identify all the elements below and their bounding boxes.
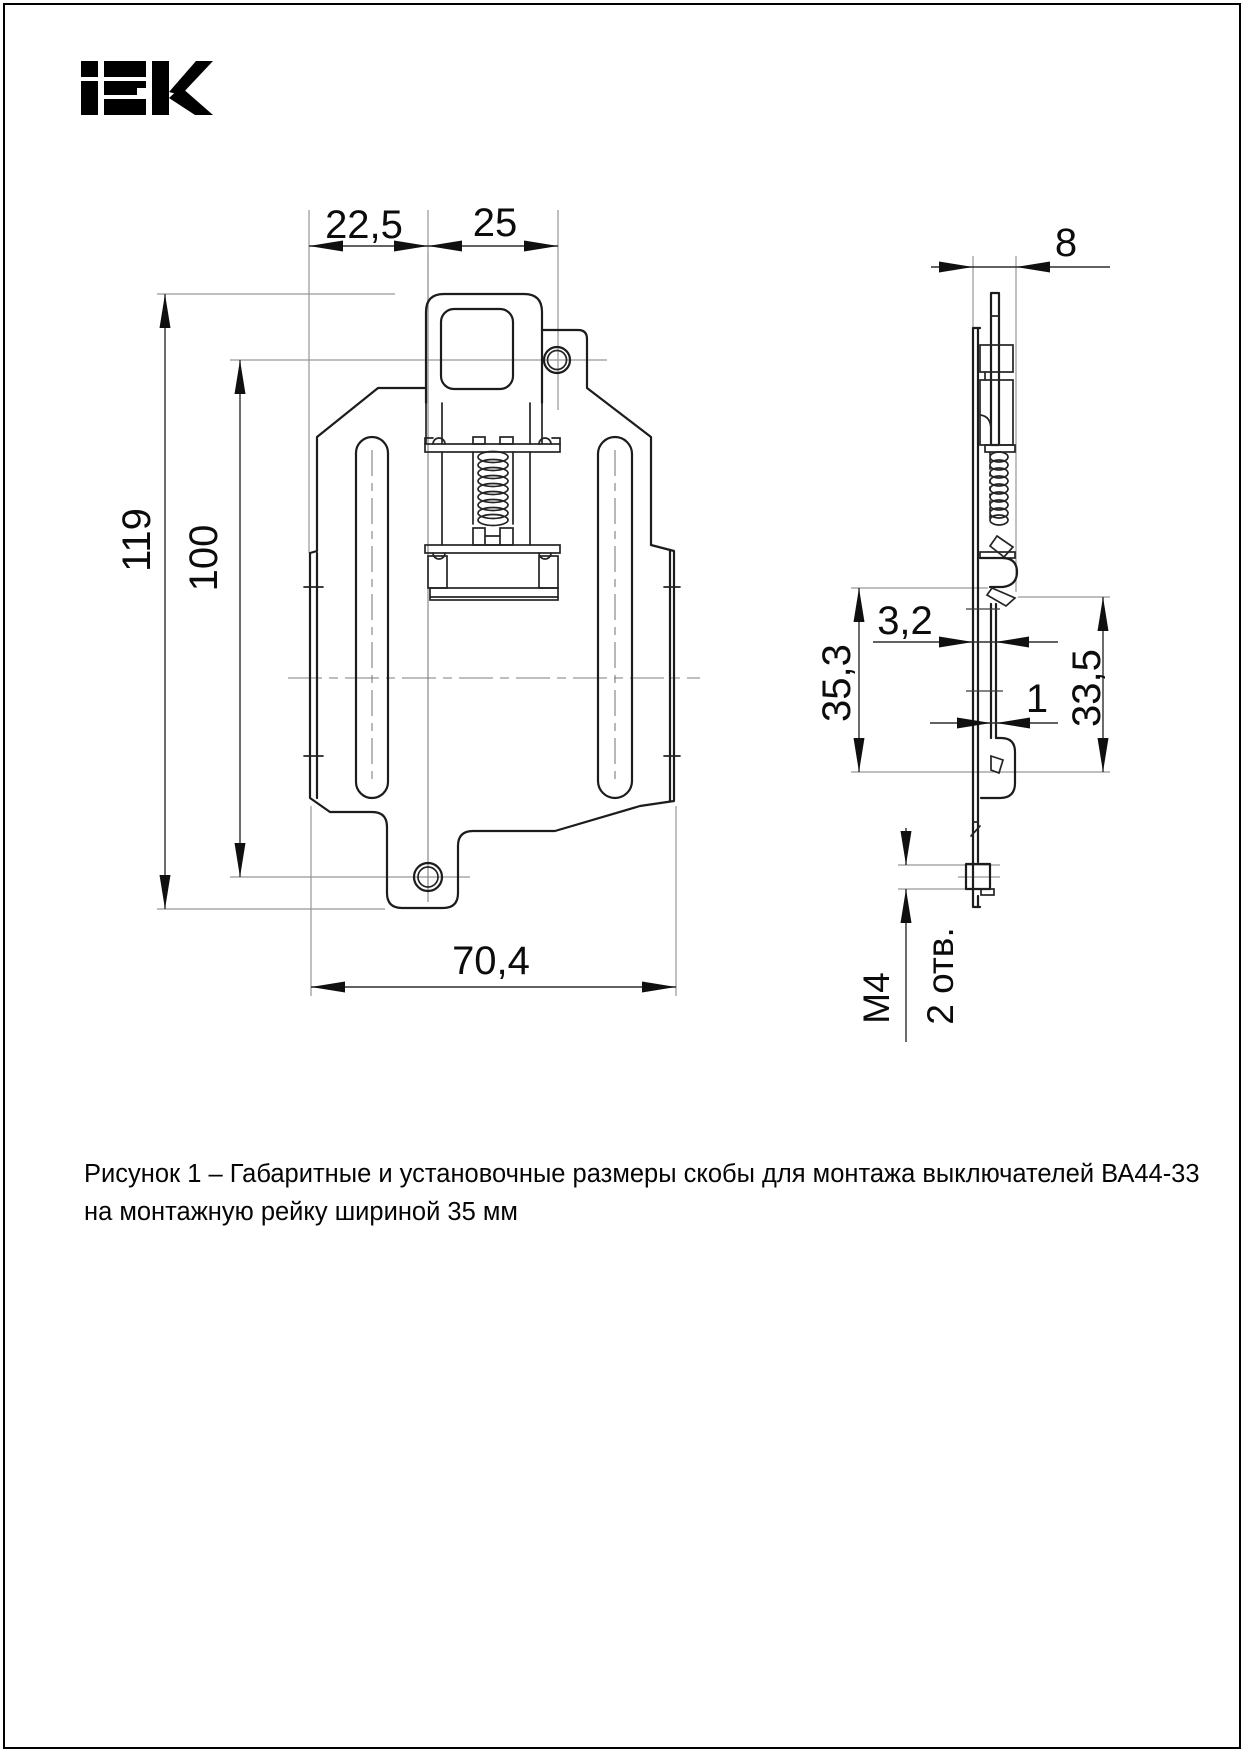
- handle-loop: [426, 294, 542, 403]
- dim-clamp-span-right-label: 33,5: [1065, 649, 1109, 727]
- iek-logo: [81, 61, 213, 115]
- thread-size-label: M4: [855, 972, 897, 1024]
- spring-side: [990, 452, 1008, 525]
- dim-depth-label: 8: [1054, 221, 1078, 265]
- figure-caption: [84, 1156, 1204, 1231]
- dim-overall-height-label: 119: [115, 508, 159, 572]
- din-hook-bottom: [981, 738, 1015, 798]
- bracket-body-outline: [310, 330, 674, 908]
- dim-plate-thickness-label: 1: [1025, 677, 1049, 721]
- figure-caption-line1: Рисунок 1 – Габаритные и установочные размеры скобы для монтажа выключателей ВА44-33: [84, 1160, 1200, 1188]
- dim-clamp-span-left-label: 35,3: [815, 644, 859, 722]
- dim-hole-spacing-label: 100: [182, 524, 226, 592]
- din-hook-top: [980, 558, 1017, 587]
- front-view: [115, 201, 700, 996]
- spring-front: [478, 452, 508, 526]
- dim-plate-offset-label: 3,2: [877, 599, 933, 643]
- dim-offset-right-label: 25: [472, 201, 518, 245]
- figure-caption-line2: на монтажную рейку шириной 35 мм: [84, 1197, 518, 1226]
- holes-count-label: 2 отв.: [919, 927, 961, 1025]
- side-view: [815, 221, 1110, 1042]
- side-plate: [973, 328, 980, 907]
- dim-offset-left-label: 22,5: [325, 203, 403, 247]
- dim-overall-width-label: 70,4: [452, 939, 530, 983]
